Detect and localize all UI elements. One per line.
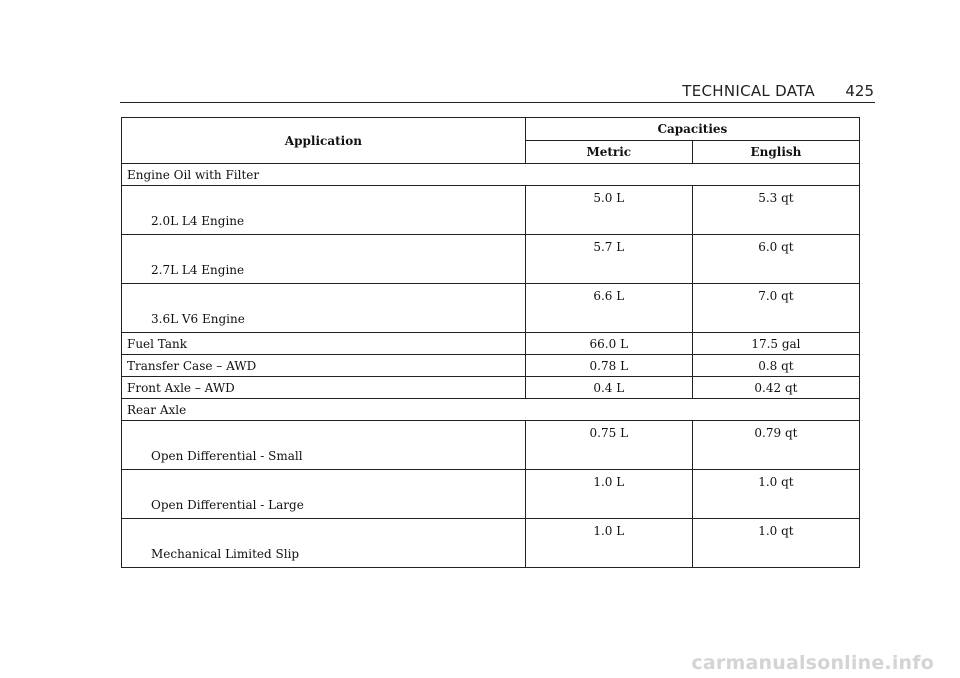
table-row bbox=[122, 186, 860, 235]
table-row bbox=[122, 235, 860, 284]
table-row bbox=[122, 421, 860, 470]
watermark: carmanualsonline.info bbox=[691, 652, 934, 674]
group-label: Rear Axle bbox=[122, 399, 860, 421]
metric-cell: 0.75 L bbox=[525, 421, 692, 470]
application-cell: 2.7L L4 Engine bbox=[122, 235, 526, 284]
metric-cell: 6.6 L bbox=[525, 284, 692, 333]
table-row bbox=[122, 355, 860, 377]
application-cell: Open Differential - Large bbox=[122, 470, 526, 519]
section-title: TECHNICAL DATA bbox=[682, 82, 815, 100]
column-header-metric: Metric bbox=[525, 141, 692, 164]
header-row bbox=[122, 118, 860, 141]
table-row bbox=[122, 399, 860, 421]
metric-cell: 1.0 L bbox=[525, 470, 692, 519]
application-cell: Transfer Case – AWD bbox=[122, 355, 526, 377]
group-label: Engine Oil with Filter bbox=[122, 164, 860, 186]
application-cell: Front Axle – AWD bbox=[122, 377, 526, 399]
english-cell: 0.79 qt bbox=[692, 421, 859, 470]
english-cell: 1.0 qt bbox=[692, 470, 859, 519]
application-cell: Fuel Tank bbox=[122, 333, 526, 355]
english-cell: 0.8 qt bbox=[692, 355, 859, 377]
capacities-table bbox=[121, 117, 860, 568]
table-row bbox=[122, 333, 860, 355]
table-row bbox=[122, 284, 860, 333]
column-header-english: English bbox=[692, 141, 859, 164]
english-cell: 17.5 gal bbox=[692, 333, 859, 355]
page-number: 425 bbox=[845, 82, 874, 100]
application-cell: 3.6L V6 Engine bbox=[122, 284, 526, 333]
metric-cell: 5.7 L bbox=[525, 235, 692, 284]
application-cell: Mechanical Limited Slip bbox=[122, 519, 526, 568]
table-header bbox=[122, 118, 860, 164]
application-cell: 2.0L L4 Engine bbox=[122, 186, 526, 235]
english-cell: 0.42 qt bbox=[692, 377, 859, 399]
table-row bbox=[122, 470, 860, 519]
metric-cell: 0.4 L bbox=[525, 377, 692, 399]
column-header-application: Application bbox=[122, 118, 526, 164]
page-header bbox=[120, 80, 875, 103]
metric-cell: 1.0 L bbox=[525, 519, 692, 568]
table-row bbox=[122, 519, 860, 568]
metric-cell: 5.0 L bbox=[525, 186, 692, 235]
metric-cell: 66.0 L bbox=[525, 333, 692, 355]
application-cell: Open Differential - Small bbox=[122, 421, 526, 470]
english-cell: 5.3 qt bbox=[692, 186, 859, 235]
table-row bbox=[122, 164, 860, 186]
table-body bbox=[122, 164, 860, 568]
english-cell: 7.0 qt bbox=[692, 284, 859, 333]
metric-cell: 0.78 L bbox=[525, 355, 692, 377]
english-cell: 6.0 qt bbox=[692, 235, 859, 284]
column-header-capacities: Capacities bbox=[525, 118, 859, 141]
table-row bbox=[122, 377, 860, 399]
english-cell: 1.0 qt bbox=[692, 519, 859, 568]
